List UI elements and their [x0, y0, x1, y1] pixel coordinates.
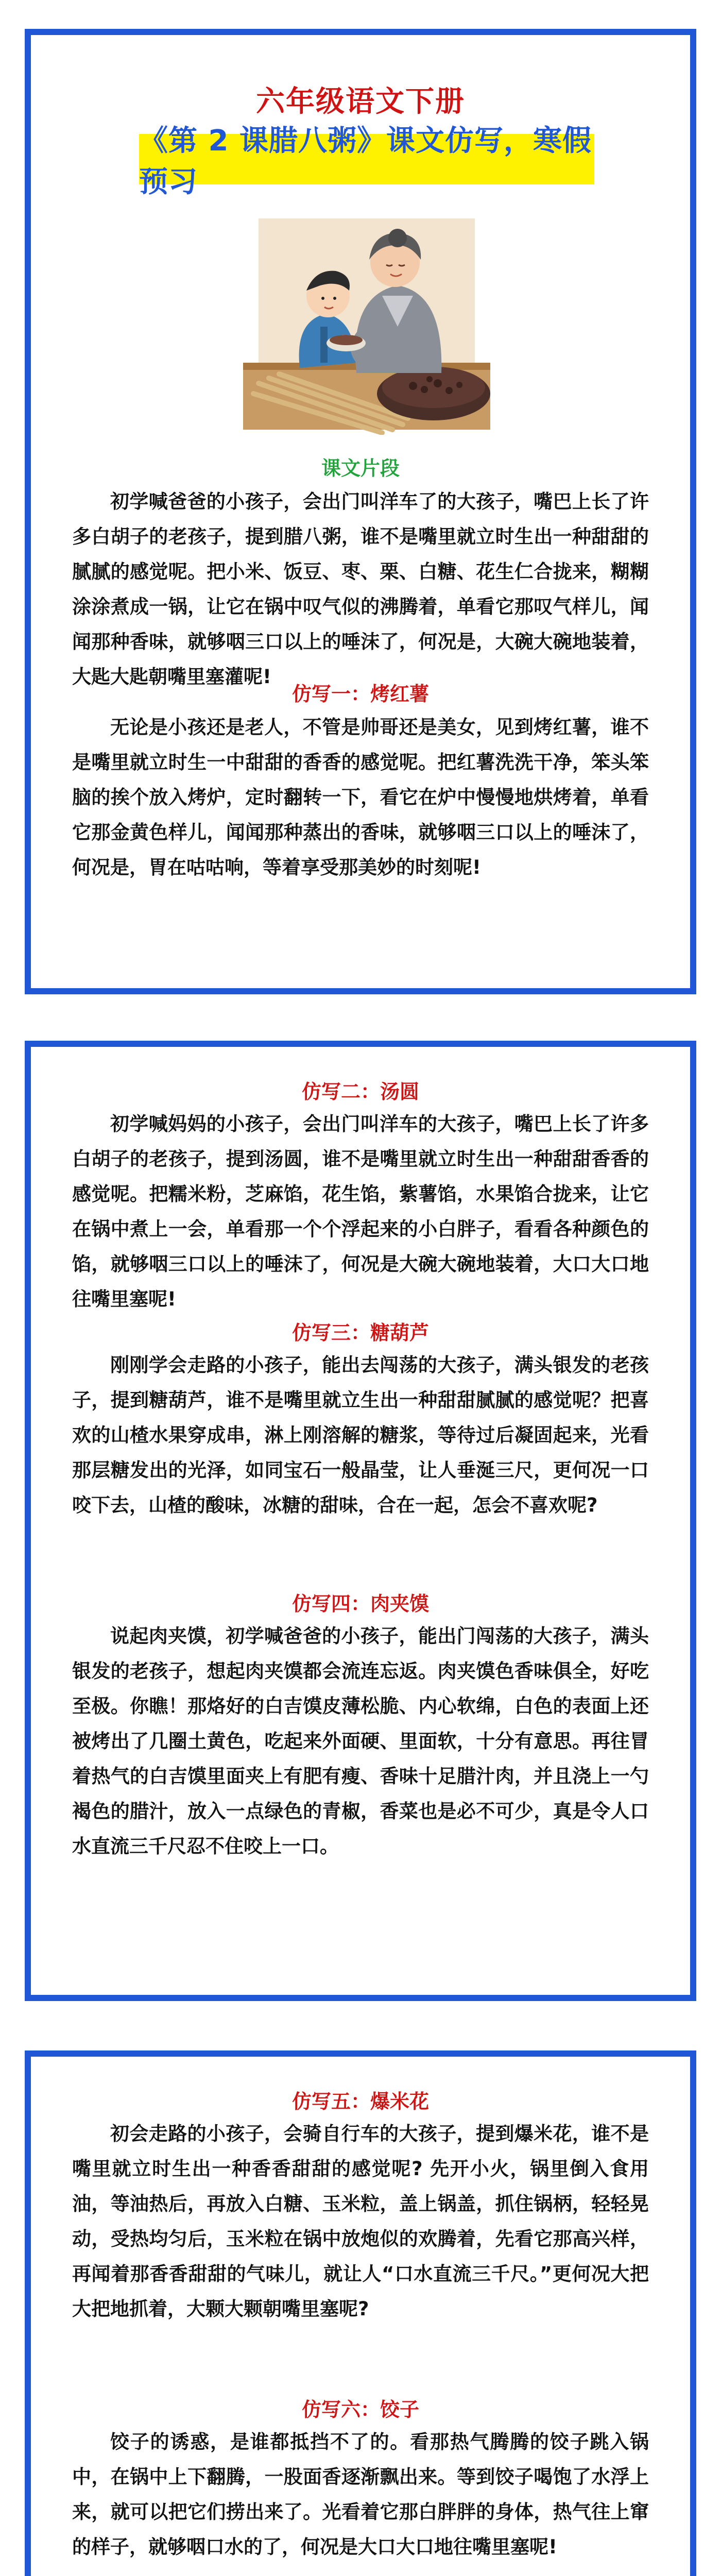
section-paragraph-3: 刚刚学会走路的小孩子，能出去闯荡的大孩子，满头银发的老孩子，提到糖葫芦，谁不是嘴里就立生出一种甜甜腻腻的感觉呢？把喜欢的山楂水果穿成串，淋上刚溶解的糖浆，等待过后凝固起来，光看那层糖发出的光泽，如同宝石一般晶莹，让人垂涎三尺，更何况一口咬下去，山楂的酸味，冰糖的甜味，合在一起，怎会不喜欢呢? — [72, 1354, 649, 1516]
section-paragraph-1: 无论是小孩还是老人，不管是帅哥还是美女，见到烤红薯，谁不是嘴里就立时生一中甜甜的香香的感觉呢。把红薯洗洗干净，笨头笨脑的挨个放入烤炉，定时翻转一下，看它在炉中慢慢地烘烤着，单看它那金黄色样儿，闻闻那种蒸出的香味，就够咽三口以上的唾沫了，何况是，胃在咕咕响，等着享受那美妙的时刻呢! — [72, 716, 649, 878]
section-heading-2: 仿写二：汤圆 — [301, 1080, 419, 1103]
section-heading-1: 仿写一：烤红薯 — [291, 683, 429, 705]
section-heading-5: 仿写五：爆米花 — [291, 2090, 429, 2113]
subtitle-text: 《第 2 课腊八粥》课文仿写，寒假预习 — [139, 124, 592, 199]
card-1 — [25, 29, 696, 994]
subtitle-banner — [139, 124, 594, 199]
section-paragraph-4: 说起肉夹馍，初学喊爸爸的小孩子，能出门闯荡的大孩子，满头银发的老孩子，想起肉夹馍都会流连忘返。肉夹馍色香味俱全，好吃至极。你瞧！那烙好的白吉馍皮薄松脆、内心软绵，白色的表面上还被烤出了几圈土黄色，吃起来外面硬、里面软，十分有意思。再往冒着热气的白吉馍里面夹上有肥有瘦、香味十足腊汁肉，并且浇上一勺褐色的腊汁，放入一点绿色的青椒，香菜也是必不可少，真是令人口水直流三千尺忍不住咬上一口。 — [72, 1625, 649, 1857]
section-heading-4: 仿写四：肉夹馍 — [291, 1592, 429, 1615]
excerpt-heading: 课文片段 — [321, 457, 400, 480]
excerpt-paragraph: 初学喊爸爸的小孩子，会出门叫洋车了的大孩子，嘴巴上长了许多白胡子的老孩子，提到腊八粥，谁不是嘴里就立时生出一种甜甜的腻腻的感觉呢。把小米、饭豆、枣、栗、白糖、花生仁合拢来，糊糊涂涂煮成一锅，让它在锅中叹气似的沸腾着，单看它那叹气样儿，闻闻那种香味，就够咽三口以上的唾沫了，何况是，大碗大碗地装着，大匙大匙朝嘴里塞灌呢! — [72, 490, 649, 688]
section-heading-6: 仿写六：饺子 — [301, 2398, 419, 2421]
card-2 — [25, 1041, 696, 2001]
section-heading-3: 仿写三：糖葫芦 — [291, 1321, 429, 1344]
card-3 — [25, 2050, 696, 2576]
section-paragraph-6: 饺子的诱惑，是谁都抵挡不了的。看那热气腾腾的饺子跳入锅中，在锅中上下翻腾，一股面香逐渐飘出来。等到饺子喝饱了水浮上来，就可以把它们捞出来了。光看着它那白胖胖的身体，热气往上窜的样子，就够咽口水的了，何况是大口大口地往嘴里塞呢! — [72, 2431, 649, 2558]
grandma-child-cooking-illustration — [238, 208, 495, 435]
section-paragraph-2: 初学喊妈妈的小孩子，会出门叫洋车的大孩子，嘴巴上长了许多白胡子的老孩子，提到汤圆，谁不是嘴里就立时生出一种甜甜香香的感觉呢。把糯米粉，芝麻馅，花生馅，紫薯馅，水果馅合拢来，让它在锅中煮上一会，单看那一个个浮起来的小白胖子，看看各种颜色的馅，就够咽三口以上的唾沫了，何况是大碗大碗地装着，大口大口地往嘴里塞呢! — [72, 1113, 649, 1310]
page-title: 六年级语文下册 — [256, 85, 465, 118]
section-paragraph-5: 初会走路的小孩子，会骑自行车的大孩子，提到爆米花，谁不是嘴里就立时生出一种香香甜甜的感觉呢? 先开小火，锅里倒入食用油，等油热后，再放入白糖、玉米粒，盖上锅盖，抓住锅柄，轻轻晃动，受热均匀后，玉米粒在锅中放炮似的欢腾着，先看它那高兴样，再闻着那香香甜甜的气味儿，就让人“口水直流三千尺。”更何况大把大把地抓着，大颗大颗朝嘴里塞呢? — [72, 2123, 649, 2320]
